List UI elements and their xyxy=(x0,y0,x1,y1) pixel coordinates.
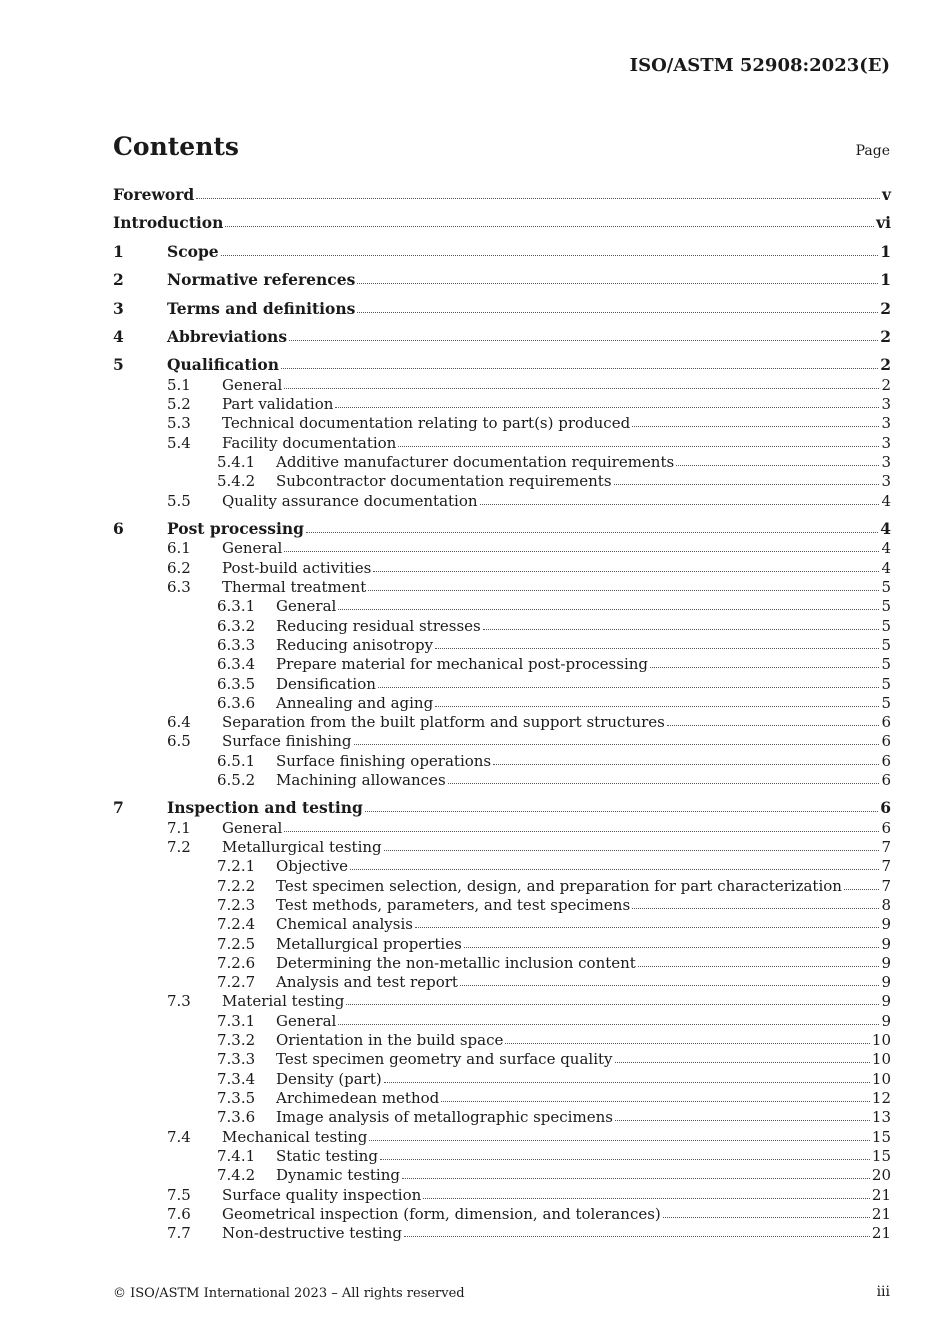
toc-dot-leader xyxy=(350,855,879,870)
toc-dot-leader xyxy=(369,1126,870,1141)
toc-entry-title: Scope xyxy=(167,242,219,261)
toc-entry[interactable] xyxy=(113,1165,891,1185)
toc-entry[interactable] xyxy=(113,1049,891,1069)
toc-entry-page: 7 xyxy=(881,857,891,875)
toc-dot-leader xyxy=(398,432,879,447)
toc-entry-number: 5.4.1 xyxy=(217,453,256,471)
toc-entry-page: v xyxy=(881,185,891,204)
toc-entry-number: 7.4.2 xyxy=(217,1166,256,1184)
document-id: ISO/ASTM 52908:2023(E) xyxy=(629,55,890,76)
toc-entry-page: 5 xyxy=(881,675,891,693)
toc-entry[interactable] xyxy=(113,1030,891,1050)
toc-entry-title: Machining allowances xyxy=(276,771,446,789)
toc-entry-page: 1 xyxy=(880,242,891,261)
toc-entry[interactable] xyxy=(113,1127,891,1147)
toc-dot-leader xyxy=(676,451,879,466)
toc-entry-number: 6.3.2 xyxy=(217,617,256,635)
toc-entry-number: 6.5.1 xyxy=(217,752,256,770)
toc-entry-number: 7.3.5 xyxy=(217,1089,256,1107)
toc-entry[interactable] xyxy=(113,616,891,636)
toc-dot-leader xyxy=(384,1068,870,1083)
toc-dot-leader xyxy=(357,269,878,284)
toc-entry[interactable] xyxy=(113,818,891,838)
toc-entry-page: 10 xyxy=(871,1031,891,1049)
toc-entry[interactable] xyxy=(113,519,891,539)
toc-entry-title: Surface quality inspection xyxy=(222,1186,422,1204)
toc-entry-number: 6.1 xyxy=(167,539,191,557)
toc-entry-title: Determining the non-metallic inclusion content xyxy=(276,954,636,972)
toc-entry-title: Abbreviations xyxy=(167,327,288,346)
toc-entry-number: 1 xyxy=(113,242,124,261)
toc-dot-leader xyxy=(380,1145,870,1160)
toc-entry-number: 7.3.1 xyxy=(217,1012,256,1030)
toc-entry-page: 20 xyxy=(871,1166,891,1184)
toc-entry-page: 5 xyxy=(881,617,891,635)
toc-entry-number: 6.3.1 xyxy=(217,597,256,615)
toc-entry-title: Test specimen geometry and surface quality xyxy=(276,1050,613,1068)
toc-entry-page: 6 xyxy=(881,713,891,731)
toc-entry[interactable] xyxy=(113,972,891,992)
toc-entry[interactable] xyxy=(113,433,891,453)
toc-entry-title: Normative references xyxy=(167,270,356,289)
toc-entry-number: 6.5.2 xyxy=(217,771,256,789)
toc-entry-title: General xyxy=(222,539,283,557)
toc-dot-leader xyxy=(423,1184,870,1199)
toc-entry-number: 6 xyxy=(113,519,124,538)
toc-entry-number: 3 xyxy=(113,299,124,318)
toc-entry-title: General xyxy=(276,597,337,615)
toc-entry-page: 5 xyxy=(881,655,891,673)
toc-entry[interactable] xyxy=(113,991,891,1011)
toc-entry[interactable] xyxy=(113,491,891,511)
toc-dot-leader xyxy=(378,673,880,688)
toc-entry-title: Analysis and test report xyxy=(276,973,458,991)
toc-entry[interactable] xyxy=(113,1088,891,1108)
toc-entry-page: 10 xyxy=(871,1070,891,1088)
toc-entry[interactable] xyxy=(113,953,891,973)
toc-entry-page: 9 xyxy=(881,935,891,953)
toc-entry-number: 7.3.2 xyxy=(217,1031,256,1049)
toc-dot-leader xyxy=(650,653,879,668)
toc-dot-leader xyxy=(632,894,879,909)
toc-entry-title: Dynamic testing xyxy=(276,1166,400,1184)
toc-entry-title: Subcontractor documentation requirements xyxy=(276,472,612,490)
toc-entry-page: 4 xyxy=(881,559,891,577)
toc-dot-leader xyxy=(615,1048,870,1063)
toc-entry-title: Density (part) xyxy=(276,1070,382,1088)
toc-entry-page: 2 xyxy=(880,355,891,374)
toc-entry[interactable] xyxy=(113,731,891,751)
toc-entry-title: Static testing xyxy=(276,1147,378,1165)
toc-entry-number: 7.7 xyxy=(167,1224,191,1242)
toc-entry-page: 15 xyxy=(871,1128,891,1146)
toc-dot-leader xyxy=(663,1203,870,1218)
toc-entry-number: 5.5 xyxy=(167,492,191,510)
toc-entry[interactable] xyxy=(113,1146,891,1166)
toc-entry-number: 7 xyxy=(113,798,124,817)
toc-entry[interactable] xyxy=(113,242,891,262)
toc-dot-leader xyxy=(844,875,880,890)
toc-entry-title: Material testing xyxy=(222,992,345,1010)
toc-entry-page: 6 xyxy=(880,798,891,817)
toc-entry-number: 2 xyxy=(113,270,124,289)
toc-entry-number: 7.5 xyxy=(167,1186,191,1204)
toc-entry-page: 8 xyxy=(881,896,891,914)
page-column-label: Page xyxy=(855,143,890,159)
toc-entry-number: 5.4.2 xyxy=(217,472,256,490)
toc-dot-leader xyxy=(281,354,878,369)
toc-entry[interactable] xyxy=(113,213,891,233)
toc-dot-leader xyxy=(483,615,880,630)
toc-entry-number: 7.2.4 xyxy=(217,915,256,933)
toc-dot-leader xyxy=(638,952,880,967)
toc-entry-number: 7.3 xyxy=(167,992,191,1010)
toc-dot-leader xyxy=(464,933,880,948)
toc-entry-number: 6.3.4 xyxy=(217,655,256,673)
toc-entry[interactable] xyxy=(113,1223,891,1243)
toc-entry[interactable] xyxy=(113,185,891,205)
toc-dot-leader xyxy=(354,730,880,745)
toc-entry-page: 2 xyxy=(880,299,891,318)
toc-entry-title: Additive manufacturer documentation requirements xyxy=(276,453,675,471)
toc-entry[interactable] xyxy=(113,856,891,876)
toc-entry[interactable] xyxy=(113,413,891,433)
toc-entry-title: Part validation xyxy=(222,395,334,413)
toc-entry-title: Test methods, parameters, and test specimens xyxy=(276,896,631,914)
toc-entry[interactable] xyxy=(113,914,891,934)
toc-dot-leader xyxy=(435,634,879,649)
toc-entry-title: Non-destructive testing xyxy=(222,1224,402,1242)
toc-dot-leader xyxy=(284,537,879,552)
toc-entry-number: 7.2.7 xyxy=(217,973,256,991)
toc-entry-page: 6 xyxy=(881,771,891,789)
toc-entry[interactable] xyxy=(113,934,891,954)
toc-entry-title: Thermal treatment xyxy=(222,578,367,596)
toc-entry-page: 12 xyxy=(871,1089,891,1107)
toc-entry-title: Terms and definitions xyxy=(167,299,356,318)
toc-entry-page: 7 xyxy=(881,838,891,856)
toc-entry-page: 5 xyxy=(881,597,891,615)
toc-dot-leader xyxy=(221,241,879,256)
toc-entry-number: 5.3 xyxy=(167,414,191,432)
toc-entry-page: 3 xyxy=(881,395,891,413)
toc-entry-title: Prepare material for mechanical post-processing xyxy=(276,655,649,673)
toc-entry-title: Reducing anisotropy xyxy=(276,636,434,654)
toc-entry[interactable] xyxy=(113,577,891,597)
toc-entry-page: 21 xyxy=(871,1224,891,1242)
toc-entry[interactable] xyxy=(113,770,891,790)
toc-entry[interactable] xyxy=(113,375,891,395)
toc-entry[interactable] xyxy=(113,712,891,732)
toc-entry-title: Orientation in the build space xyxy=(276,1031,504,1049)
toc-entry-title: Post-build activities xyxy=(222,559,372,577)
toc-entry-page: 2 xyxy=(881,376,891,394)
toc-entry-title: Introduction xyxy=(113,213,224,232)
toc-entry-page: 13 xyxy=(871,1108,891,1126)
toc-entry[interactable] xyxy=(113,751,891,771)
toc-entry-page: 21 xyxy=(871,1205,891,1223)
toc-entry-page: 3 xyxy=(881,472,891,490)
toc-entry[interactable] xyxy=(113,1185,891,1205)
toc-entry-title: Reducing residual stresses xyxy=(276,617,481,635)
toc-entry-title: Test specimen selection, design, and preparation for part characterization xyxy=(276,877,842,895)
toc-entry[interactable] xyxy=(113,538,891,558)
toc-entry-title: General xyxy=(222,376,283,394)
toc-entry-title: Surface finishing operations xyxy=(276,752,492,770)
toc-entry-title: Metallurgical testing xyxy=(222,838,382,856)
toc-entry-page: 6 xyxy=(881,752,891,770)
toc-entry-number: 6.2 xyxy=(167,559,191,577)
toc-entry-title: Annealing and aging xyxy=(276,694,434,712)
toc-entry-page: vi xyxy=(876,213,891,232)
toc-dot-leader xyxy=(306,518,878,533)
toc-dot-leader xyxy=(460,971,880,986)
toc-entry-title: Quality assurance documentation xyxy=(222,492,478,510)
toc-entry[interactable] xyxy=(113,355,891,375)
toc-entry-page: 4 xyxy=(881,539,891,557)
toc-entry-number: 4 xyxy=(113,327,124,346)
toc-entry-page: 5 xyxy=(881,578,891,596)
toc-entry-title: Chemical analysis xyxy=(276,915,413,933)
toc-entry-page: 5 xyxy=(881,636,891,654)
toc-entry[interactable] xyxy=(113,327,891,347)
toc-entry[interactable] xyxy=(113,558,891,578)
toc-entry-page: 3 xyxy=(881,414,891,432)
toc-entry[interactable] xyxy=(113,1204,891,1224)
toc-entry-page: 9 xyxy=(881,992,891,1010)
toc-entry-page: 10 xyxy=(871,1050,891,1068)
toc-entry[interactable] xyxy=(113,1107,891,1127)
toc-entry-page: 6 xyxy=(881,819,891,837)
toc-dot-leader xyxy=(373,557,879,572)
toc-dot-leader xyxy=(196,184,880,199)
toc-entry-page: 15 xyxy=(871,1147,891,1165)
toc-entry-page: 4 xyxy=(880,519,891,538)
toc-entry-page: 5 xyxy=(881,694,891,712)
toc-entry-title: General xyxy=(276,1012,337,1030)
toc-entry-number: 7.2.3 xyxy=(217,896,256,914)
toc-entry-page: 2 xyxy=(880,327,891,346)
toc-entry-page: 6 xyxy=(881,732,891,750)
toc-entry-title: General xyxy=(222,819,283,837)
toc-dot-leader xyxy=(365,797,878,812)
toc-entry-title: Geometrical inspection (form, dimension, and tolerances) xyxy=(222,1205,661,1223)
toc-entry-page: 1 xyxy=(880,270,891,289)
toc-dot-leader xyxy=(480,490,880,505)
toc-dot-leader xyxy=(448,769,880,784)
toc-entry-title: Mechanical testing xyxy=(222,1128,368,1146)
toc-entry-title: Archimedean method xyxy=(276,1089,440,1107)
toc-entry-page: 3 xyxy=(881,453,891,471)
toc-entry-page: 9 xyxy=(881,1012,891,1030)
toc-entry-number: 7.2.2 xyxy=(217,877,256,895)
toc-entry-number: 7.3.3 xyxy=(217,1050,256,1068)
toc-entry-title: Qualification xyxy=(167,355,279,374)
toc-entry[interactable] xyxy=(113,798,891,818)
toc-entry-title: Technical documentation relating to part(s) produced xyxy=(222,414,631,432)
toc-entry-title: Image analysis of metallographic specimens xyxy=(276,1108,613,1126)
toc-entry-number: 6.4 xyxy=(167,713,191,731)
toc-dot-leader xyxy=(368,576,879,591)
toc-entry-title: Post processing xyxy=(167,519,304,538)
toc-entry-number: 5.1 xyxy=(167,376,191,394)
toc-dot-leader xyxy=(225,212,874,227)
toc-entry-number: 7.4 xyxy=(167,1128,191,1146)
toc-entry-title: Metallurgical properties xyxy=(276,935,462,953)
toc-entry[interactable] xyxy=(113,394,891,414)
toc-entry-title: Inspection and testing xyxy=(167,798,363,817)
toc-entry-title: Surface finishing xyxy=(222,732,352,750)
toc-entry-page: 9 xyxy=(881,915,891,933)
toc-entry-number: 5.2 xyxy=(167,395,191,413)
toc-dot-leader xyxy=(289,326,878,341)
toc-dot-leader xyxy=(615,1106,870,1121)
toc-dot-leader xyxy=(335,393,879,408)
toc-entry[interactable] xyxy=(113,876,891,896)
toc-entry-number: 6.3.5 xyxy=(217,675,256,693)
toc-dot-leader xyxy=(441,1087,870,1102)
toc-entry-title: Objective xyxy=(276,857,349,875)
toc-dot-leader xyxy=(284,817,879,832)
toc-entry-page: 9 xyxy=(881,973,891,991)
footer-copyright: © ISO/ASTM International 2023 – All rights reserved xyxy=(113,1286,465,1301)
toc-entry-number: 7.6 xyxy=(167,1205,191,1223)
toc-entry-page: 4 xyxy=(881,492,891,510)
toc-entry[interactable] xyxy=(113,452,891,472)
toc-entry-number: 7.2 xyxy=(167,838,191,856)
toc-entry-number: 6.3.6 xyxy=(217,694,256,712)
toc-entry[interactable] xyxy=(113,654,891,674)
toc-dot-leader xyxy=(667,711,880,726)
toc-entry-page: 9 xyxy=(881,954,891,972)
toc-dot-leader xyxy=(435,692,879,707)
toc-dot-leader xyxy=(505,1029,870,1044)
toc-dot-leader xyxy=(493,750,879,765)
toc-dot-leader xyxy=(404,1222,870,1237)
toc-entry-title: Densification xyxy=(276,675,376,693)
toc-entry[interactable] xyxy=(113,895,891,915)
toc-entry[interactable] xyxy=(113,471,891,491)
toc-entry-number: 7.1 xyxy=(167,819,191,837)
toc-entry[interactable] xyxy=(113,635,891,655)
toc-entry-page: 21 xyxy=(871,1186,891,1204)
toc-entry-number: 7.2.5 xyxy=(217,935,256,953)
toc-entry-number: 7.3.4 xyxy=(217,1070,256,1088)
toc-dot-leader xyxy=(402,1164,870,1179)
toc-entry[interactable] xyxy=(113,693,891,713)
toc-entry-page: 3 xyxy=(881,434,891,452)
toc-entry-title: Foreword xyxy=(113,185,195,204)
toc-entry-number: 6.5 xyxy=(167,732,191,750)
footer-page-number: iii xyxy=(876,1284,890,1300)
toc-entry[interactable] xyxy=(113,596,891,616)
toc-entry-number: 6.3.3 xyxy=(217,636,256,654)
toc-dot-leader xyxy=(357,298,878,313)
toc-entry[interactable] xyxy=(113,270,891,290)
toc-entry[interactable] xyxy=(113,299,891,319)
toc-entry-title: Separation from the built platform and support structures xyxy=(222,713,665,731)
toc-dot-leader xyxy=(338,1010,879,1025)
toc-dot-leader xyxy=(415,913,879,928)
toc-entry-number: 7.2.6 xyxy=(217,954,256,972)
toc-entry-number: 7.4.1 xyxy=(217,1147,256,1165)
toc-entry[interactable] xyxy=(113,1069,891,1089)
toc-entry[interactable] xyxy=(113,837,891,857)
toc-dot-leader xyxy=(346,990,879,1005)
toc-entry-number: 7.2.1 xyxy=(217,857,256,875)
toc-entry-title: Facility documentation xyxy=(222,434,397,452)
toc-dot-leader xyxy=(284,374,879,389)
toc-dot-leader xyxy=(338,595,879,610)
toc-entry-number: 7.3.6 xyxy=(217,1108,256,1126)
toc-dot-leader xyxy=(614,470,880,485)
toc-dot-leader xyxy=(632,412,879,427)
toc-dot-leader xyxy=(384,836,880,851)
toc-entry-page: 7 xyxy=(881,877,891,895)
toc-entry[interactable] xyxy=(113,1011,891,1031)
toc-entry-number: 5 xyxy=(113,355,124,374)
contents-title: Contents xyxy=(113,132,240,161)
toc-entry-number: 6.3 xyxy=(167,578,191,596)
toc-entry-number: 5.4 xyxy=(167,434,191,452)
toc-entry[interactable] xyxy=(113,674,891,694)
